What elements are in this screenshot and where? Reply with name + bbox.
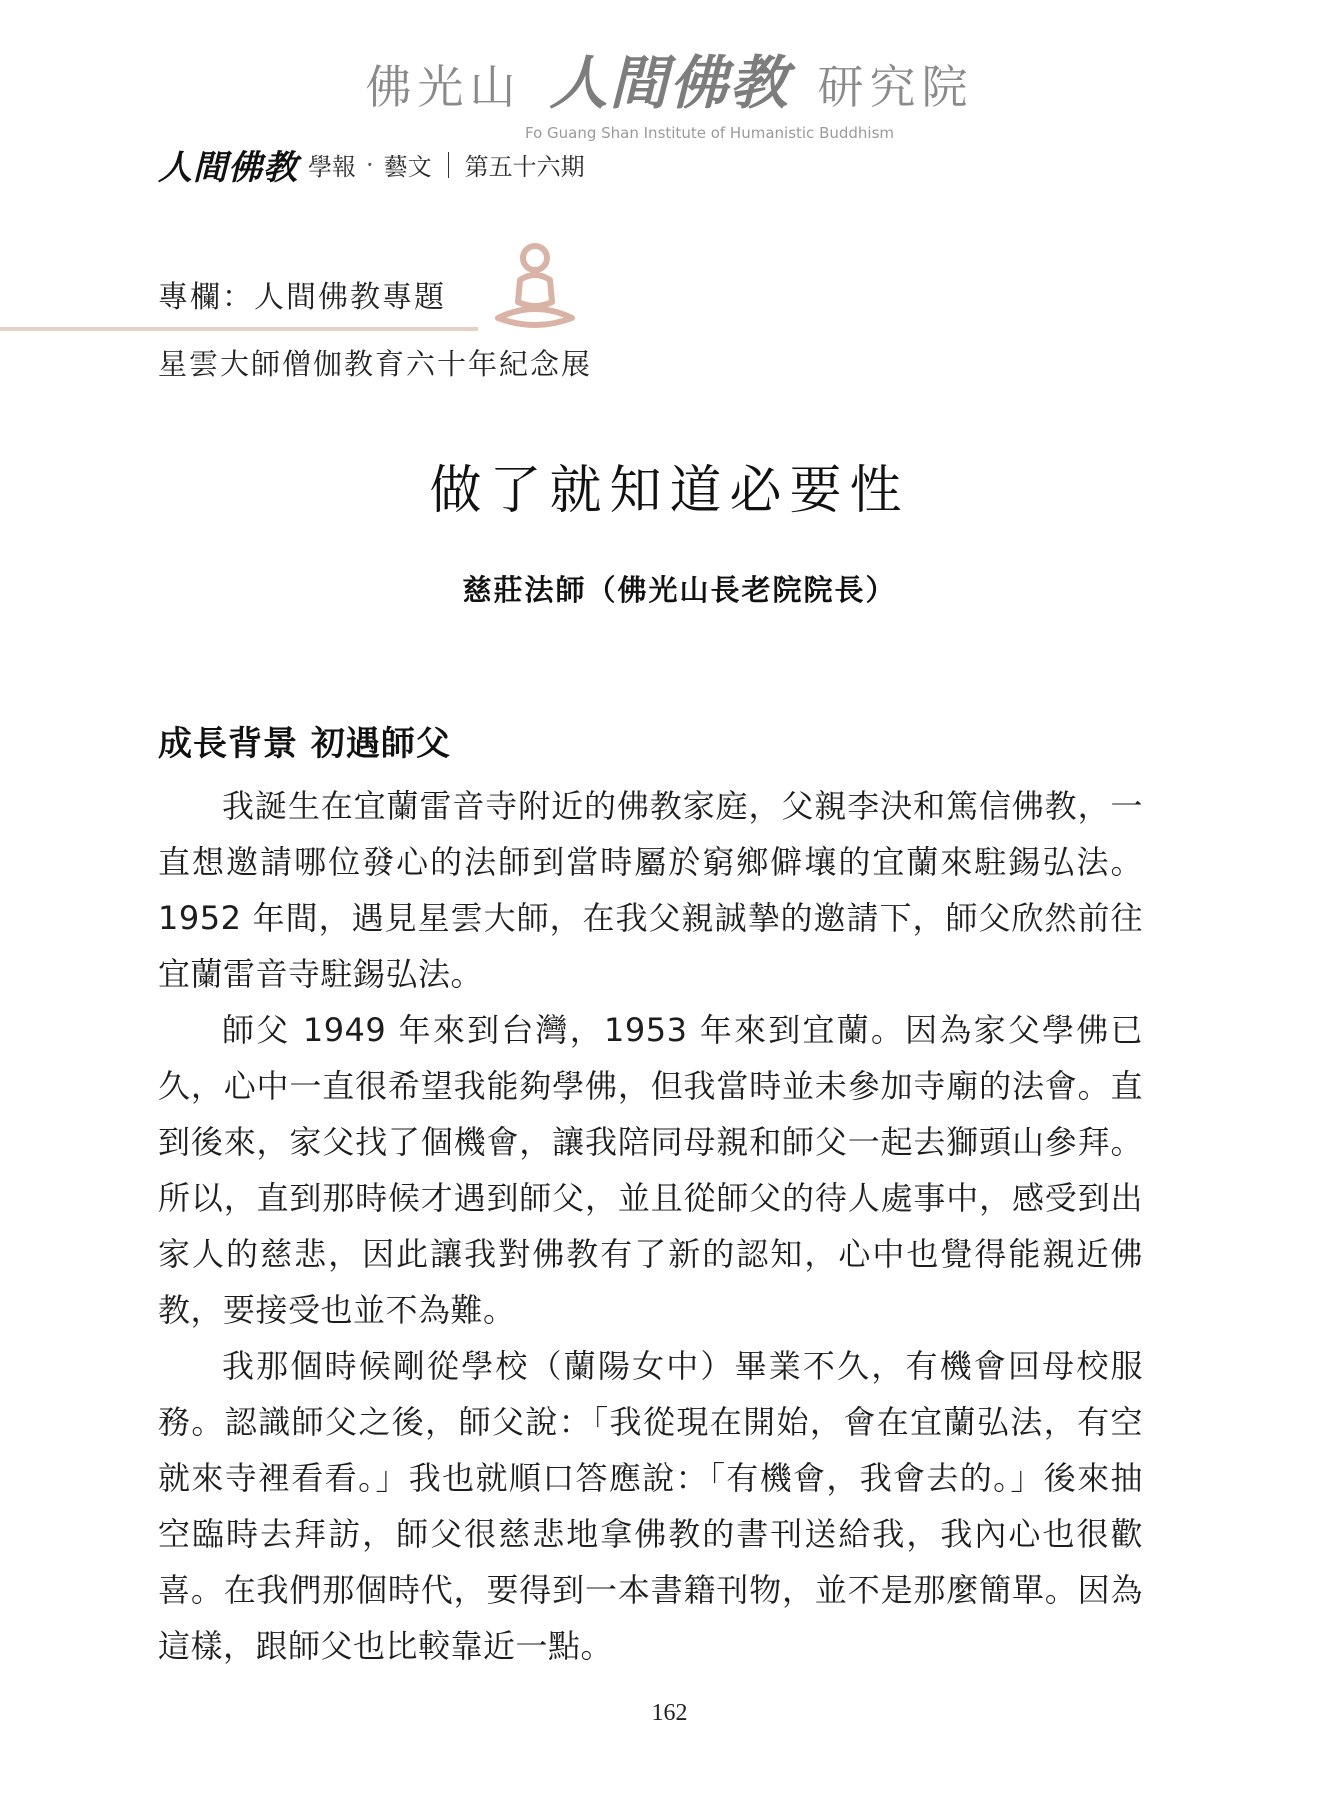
brand-logo-text: 人間佛教 <box>549 49 790 117</box>
column-label: 專欄：人間佛教專題 <box>158 280 446 315</box>
paragraph: 師父 1949 年來到台灣，1953 年來到宜蘭。因為家父學佛已久，心中一直很希望我能夠學佛，但我當時並未參加寺廟的法會。直到後來，家父找了個機會，讓我陪同母親和師父一起去獅頭山參拜。所以，直到那時候才遇到師父，並且從師父的待人處事中，感受到出家人的慈悲，因此讓我對佛教有了新的認知，心中也覺得能親近佛教，要接受也並不為難。 <box>158 1011 1143 1329</box>
meditating-figure-icon <box>490 240 580 335</box>
section-heading: 成長背景 初遇師父 <box>158 724 451 764</box>
institute-name: 佛光山 <box>365 60 522 114</box>
journal-brand: 人間佛教 <box>158 148 298 188</box>
article-body <box>158 778 1143 1674</box>
journal-divider <box>448 152 449 178</box>
masthead <box>0 36 1339 142</box>
article-author: 慈莊法師（佛光山長老院院長） <box>462 573 897 607</box>
paragraph: 我誕生在宜蘭雷音寺附近的佛教家庭，父親李決和篤信佛教，一直想邀請哪位發心的法師到當時屬於窮鄉僻壤的宜蘭來駐錫弘法。1952 年間，遇見星雲大師，在我父親誠摯的邀請下，師父欣然前往宜蘭雷音寺駐錫弘法。 <box>158 787 1143 993</box>
journal-category: 藝文 <box>383 153 432 181</box>
page-number: 162 <box>651 1700 688 1726</box>
institute-suffix: 研究院 <box>817 60 974 114</box>
paragraph: 我那個時候剛從學校（蘭陽女中）畢業不久，有機會回母校服務。認識師父之後，師父說：「我從現在開始，會在宜蘭弘法，有空就來寺裡看看。」我也就順口答應說：「有機會，我會去的。」後來抽空臨時去拜訪，師父很慈悲地拿佛教的書刊送給我，我內心也很歡喜。在我們那個時代，要得到一本書籍刊物，並不是那麼簡單。因為這樣，跟師父也比較靠近一點。 <box>158 1347 1143 1665</box>
column-divider <box>0 327 478 331</box>
article-title: 做了就知道必要性 <box>429 461 910 521</box>
masthead-line <box>365 36 973 120</box>
journal-header <box>158 140 585 189</box>
journal-issue: 第五十六期 <box>464 153 585 181</box>
column-series: 星雲大師僧伽教育六十年紀念展 <box>158 347 593 381</box>
journal-name: 學報 <box>308 153 356 181</box>
institute-english-name: Fo Guang Shan Institute of Humanistic Buddhism <box>524 124 895 142</box>
journal-dot: · <box>366 150 374 179</box>
